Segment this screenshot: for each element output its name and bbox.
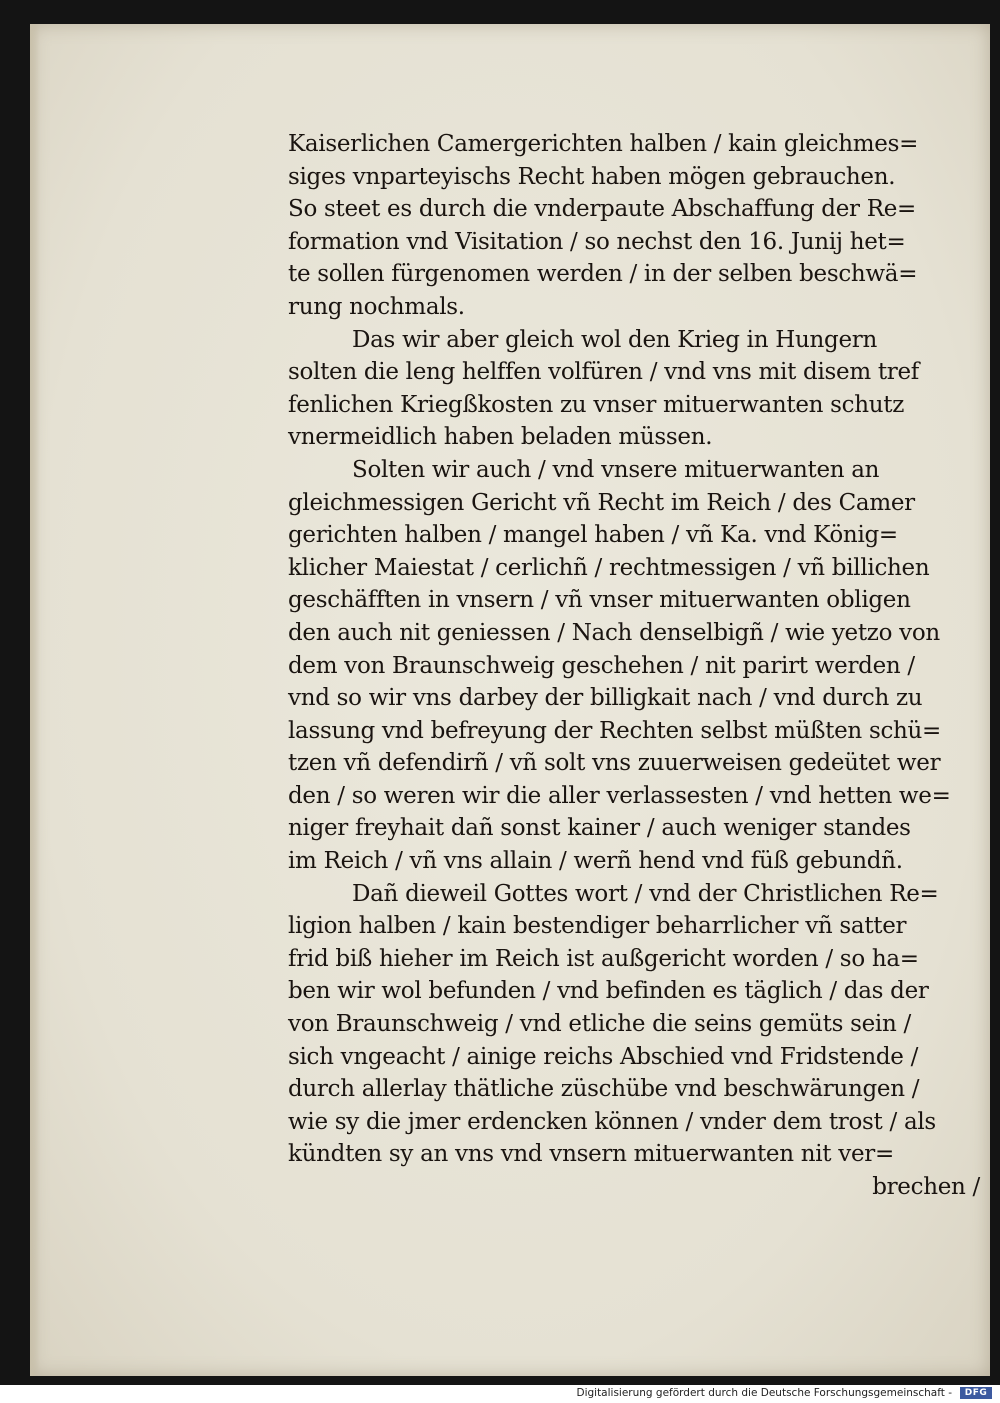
text-line: tzen vñ defendirñ / vñ solt vns zuuerweisen gedeütet wer: [288, 750, 941, 777]
text-line: formation vnd Visitation / so nechst den 16. Junij het=: [288, 228, 906, 255]
text-line: Dañ dieweil Gottes wort / vnd der Christlichen Re=: [352, 880, 939, 907]
text-line: te sollen fürgenomen werden / in der selben beschwä=: [288, 261, 918, 288]
text-line: geschäfften in vnsern / vñ vnser mituerwanten obligen: [288, 587, 911, 614]
text-line: niger freyhait dañ sonst kainer / auch weniger standes: [288, 815, 911, 842]
text-line: von Braunschweig / vnd etliche die seins gemüts sein /: [288, 1011, 911, 1038]
text-line: So steet es durch die vnderpaute Abschaffung der Re=: [288, 196, 917, 223]
text-line: dem von Braunschweig geschehen / nit parirt werden /: [288, 652, 915, 679]
text-line: brechen /: [872, 1174, 980, 1200]
text-line: Das wir aber gleich wol den Krieg in Hungern: [352, 326, 877, 353]
text-line: rung nochmals.: [288, 293, 465, 320]
text-line: Kaiserlichen Camergerichten halben / kain gleichmes=: [288, 131, 919, 157]
text-line: den / so weren wir die aller verlassesten / vnd hetten we=: [288, 782, 951, 809]
text-line: fenlichen Kriegßkosten zu vnser mituerwanten schutz: [288, 391, 905, 418]
digitization-credit: Digitalisierung gefördert durch die Deutsche Forschungsgemeinschaft -: [576, 1387, 952, 1399]
text-line: wie sy die jmer erdencken können / vnder dem trost / als: [288, 1108, 936, 1135]
page-text-block: [288, 128, 988, 1204]
text-line: sich vngeacht / ainige reichs Abschied vnd Fridstende /: [288, 1043, 919, 1070]
book-page: [30, 24, 990, 1376]
text-line: durch allerlay thätliche züschübe vnd beschwärungen /: [288, 1076, 920, 1103]
text-line: ligion halben / kain bestendiger beharrlicher vñ satter: [288, 913, 907, 940]
text-line: gleichmessigen Gericht vñ Recht im Reich / des Camer: [288, 489, 915, 516]
text-line: im Reich / vñ vns allain / werñ hend vnd füß gebundñ.: [288, 848, 903, 875]
text-line: klicher Maiestat / cerlichñ / rechtmessigen / vñ billichen: [288, 554, 930, 581]
text-line: vnd so wir vns darbey der billigkait nach / vnd durch zu: [288, 685, 923, 712]
text-line: gerichten halben / mangel haben / vñ Ka. vnd König=: [288, 522, 898, 549]
text-line: den auch nit geniessen / Nach denselbigñ / wie yetzo von: [288, 619, 940, 646]
text-line: ben wir wol befunden / vnd befinden es täglich / das der: [288, 978, 929, 1005]
text-line: solten die leng helffen volfüren / vnd vns mit disem tref: [288, 359, 920, 386]
text-line: lassung vnd befreyung der Rechten selbst müßten schü=: [288, 717, 942, 744]
text-line: kündten sy an vns vnd vnsern mituerwanten nit ver=: [288, 1141, 894, 1168]
dfg-logo: DFG: [960, 1387, 992, 1399]
text-line: siges vnparteyischs Recht haben mögen gebrauchen.: [288, 163, 896, 190]
text-line: frid biß hieher im Reich ist außgericht worden / so ha=: [288, 945, 919, 972]
text-line: vnermeidlich haben beladen müssen.: [288, 424, 713, 451]
text-line: Solten wir auch / vnd vnsere mituerwanten an: [352, 456, 880, 483]
